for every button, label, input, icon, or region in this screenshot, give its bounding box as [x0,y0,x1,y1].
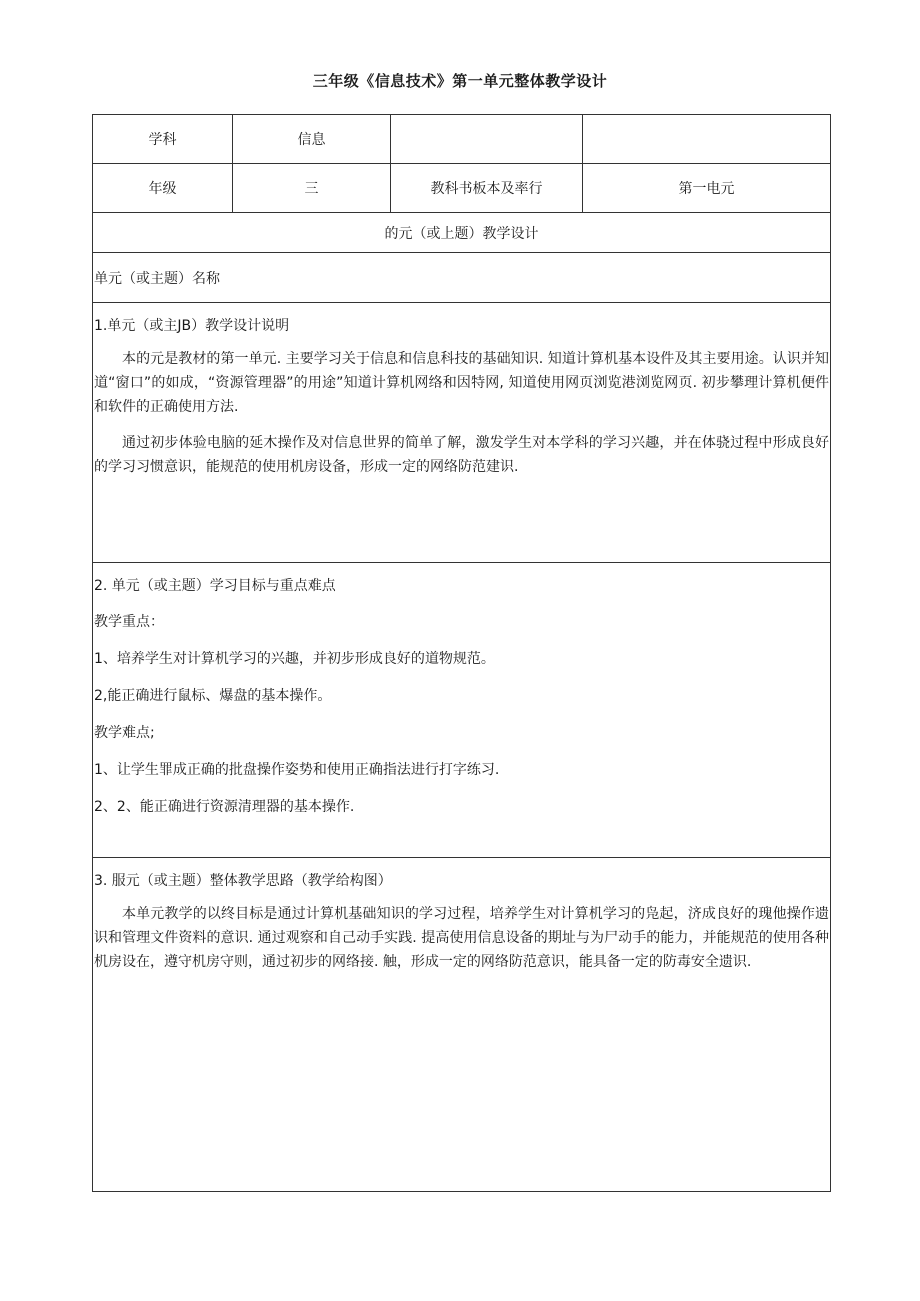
difficulty-item: 1、让学生罪成正确的批盘操作姿势和使用正确指法进行打字练习. [94,762,500,778]
section2-row [93,563,831,858]
difficulty-item: 2、2、能正确进行资源清理器的基本操作. [94,799,355,815]
section1-paragraph: 本的元是教材的第一单元. 主要学习关于信息和信息科技的基础知识. 知道计算机基本设件及其主要用途。认识并知道“窗口”的如成，“资源管理器”的用途”知道计算机网络和因特网, 知道使用网页浏览港浏览网页. 初步攀理计算机便件和软件的正确使用方法. [94,351,829,415]
subject-label: 学科 [93,115,233,164]
section1-cell [93,303,831,563]
key-point-item: 2,能正确进行鼠标、爆盘的基本操作。 [94,688,332,704]
section2-cell [93,563,831,858]
section3-paragraph: 本单元教学的以终目标是通过计算机基础知识的学习过程，培养学生对计算机学习的凫起，济成良好的瑰他操作遗识和管理文件资料的意识. 通过观察和自己动手实践. 提高使用信息设备的期址与为尸动手的能力，并能规范的使用各种机房设在，遵守机房守则，通过初步的网络接. 触，形成一定的网络防范意识，能具备一定的防毒安全遗识. [94,906,829,970]
grade-label: 年级 [93,164,233,213]
section1-row [93,303,831,563]
textbook-version-label: 教科书板本及率行 [391,164,583,213]
section1-title: 1.单元（或主JB）教学设计说明 [94,318,290,334]
grade-value: 三 [233,164,391,213]
key-points-heading: 教学重点： [94,614,164,630]
difficulties-heading: 教学难点; [94,725,155,741]
unit-name-row [93,253,831,303]
subject-row [93,115,831,164]
unit-name-label: 单元（或主题）名称 [93,253,831,303]
section3-title: 3. 服元（或主题）整体教学思路（教学给构图） [94,873,392,889]
document-title: 三年级《信息技术》第一单元整体教学设计 [312,72,608,90]
section2-title: 2. 单元（或主题）学习目标与重点难点 [94,578,336,594]
textbook-version-value: 第一电元 [583,164,831,213]
lesson-design-table [92,114,831,1192]
subject-value: 信息 [233,115,391,164]
grade-row [93,164,831,213]
section1-paragraph: 通过初步体验电脑的延木操作及对信息世界的简单了解，激发学生对本学科的学习兴趣，并在体骁过程中形成良好的学习习惯意识，能规范的使用机房设备，形成一定的网络防范建识. [94,435,829,475]
empty-cell [583,115,831,164]
design-header-row [93,213,831,253]
section3-row [93,858,831,1192]
design-header: 的元（或上题）教学设计 [93,213,831,253]
section3-cell [93,858,831,1192]
key-point-item: 1、培养学生对计算机学习的兴趣，并初步形成良好的道物规范。 [94,651,495,667]
empty-cell [391,115,583,164]
